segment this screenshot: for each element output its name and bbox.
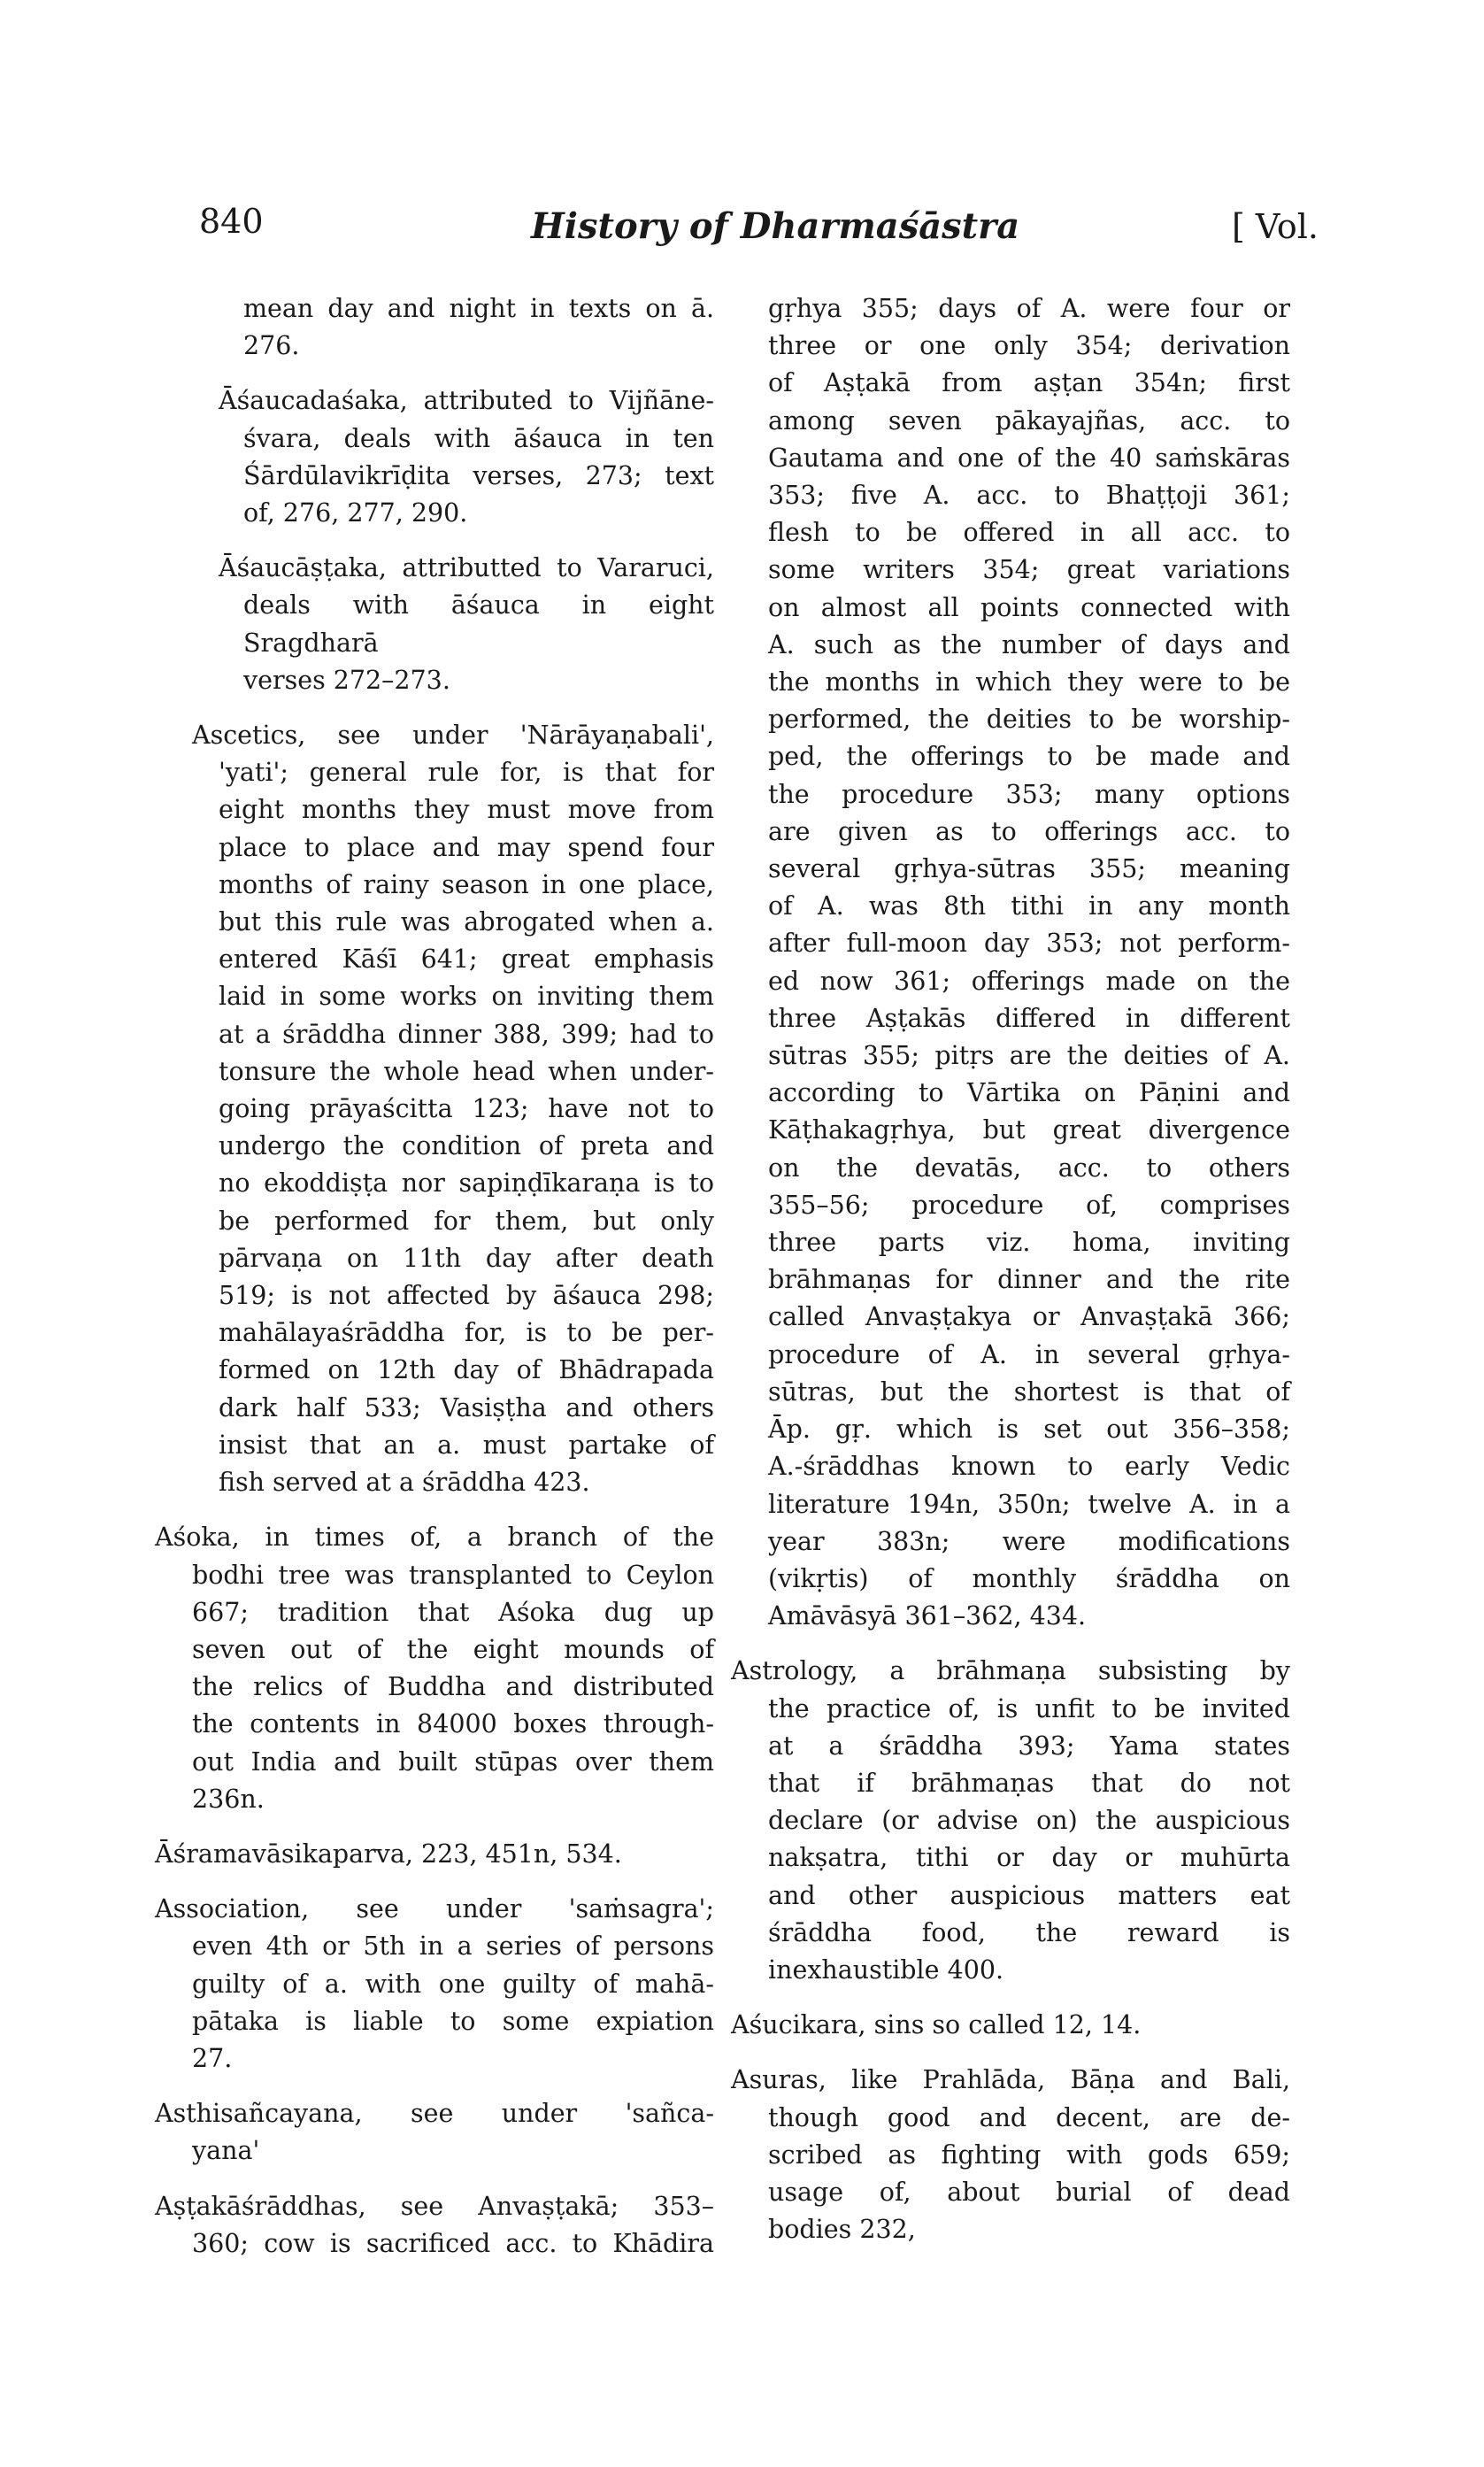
- entry-line: Amāvāsyā 361–362, 434.: [768, 1601, 1087, 1631]
- running-title: History of Dharmaśāstra: [531, 205, 1020, 247]
- entry-line: among seven pākayajñas, acc. to: [768, 405, 1290, 436]
- entry-line: literature 194n, 350n; twelve A. in a: [768, 1489, 1290, 1519]
- entry-line: gṛhya 355; days of A. were four or: [768, 294, 1290, 323]
- entry-line: out India and built stūpas over them: [192, 1746, 714, 1777]
- entry-line: formed on 12th day of Bhādrapada: [219, 1355, 714, 1385]
- entry-line: that if brāhmaṇas that do not: [768, 1768, 1290, 1798]
- entry-line: 'yati'; general rule for, is that for: [219, 758, 714, 788]
- entry-line: 667; tradition that Aśoka dug up: [192, 1597, 714, 1627]
- entry-line: the relics of Buddha and distributed: [192, 1672, 714, 1702]
- entry-line: Kāṭhakagṛhya, but great divergence: [768, 1115, 1290, 1145]
- entry-line: mean day and night in texts on ā.: [243, 294, 714, 323]
- right-column: [731, 290, 1290, 2266]
- entry-line: Āśaucadaśaka, attributed to Vijñāne-: [219, 386, 714, 416]
- entry-line: dark half 533; Vasiṣṭha and others: [219, 1392, 714, 1422]
- entry-line: after full-moon day 353; not perform-: [768, 929, 1290, 959]
- index-entry: [155, 1519, 714, 1818]
- entry-line: ped, the offerings to be made and: [768, 742, 1290, 772]
- entry-line: Ascetics, see under 'Nārāyaṇabali',: [192, 721, 714, 751]
- entry-line: called Anvaṣṭakya or Anvaṣṭakā 366;: [768, 1302, 1290, 1332]
- index-entry: [155, 2188, 714, 2263]
- entry-line: Āśramavāsikaparva, 223, 451n, 534.: [155, 1839, 622, 1869]
- entry-line: inexhaustible 400.: [768, 1954, 1004, 1985]
- entry-line: are given as to offerings acc. to: [768, 816, 1290, 846]
- entry-line: performed, the deities to be worship-: [768, 705, 1290, 735]
- entry-line: sūtras 355; pitṛs are the deities of A.: [768, 1041, 1290, 1071]
- entry-line: deals with āśauca in eight Sragdharā: [243, 590, 714, 658]
- entry-line: eight months they must move from: [219, 795, 714, 825]
- page-number: 840: [199, 202, 264, 241]
- entry-line: 519; is not affected by āśauca 298;: [219, 1281, 714, 1311]
- entry-line: usage of, about burial of dead: [768, 2177, 1290, 2207]
- entry-line: the practice of, is unfit to be invited: [768, 1693, 1290, 1723]
- entry-line: year 383n; were modifications: [768, 1526, 1290, 1556]
- entry-line: (vikṛtis) of monthly śrāddha on: [768, 1563, 1290, 1593]
- entry-line: on the devatās, acc. to others: [768, 1153, 1290, 1183]
- entry-line: according to Vārtika on Pāṇini and: [768, 1078, 1290, 1108]
- index-entry: [155, 550, 714, 699]
- index-entry: [155, 290, 714, 365]
- entry-line: seven out of the eight mounds of: [192, 1634, 714, 1664]
- index-entry: [731, 290, 1290, 1635]
- entry-line: but this rule was abrogated when a.: [219, 907, 714, 937]
- index-entry: [731, 2062, 1290, 2248]
- entry-line: some writers 354; great variations: [768, 555, 1290, 585]
- entry-line: and other auspicious matters eat: [768, 1880, 1290, 1910]
- entry-line: verses 272–273.: [243, 665, 450, 695]
- entry-line: pātaka is liable to some expiation: [192, 2006, 714, 2036]
- entry-line: three Aṣṭakās differed in different: [768, 1003, 1290, 1033]
- entry-line: of A. was 8th tithi in any month: [768, 891, 1290, 921]
- entry-line: Śārdūlavikrīḍita verses, 273; text: [243, 460, 714, 490]
- entry-line: 236n.: [192, 1784, 265, 1814]
- entry-line: the procedure 353; many options: [768, 779, 1290, 809]
- entry-line: śrāddha food, the reward is: [768, 1917, 1290, 1947]
- entry-line: even 4th or 5th in a series of persons: [192, 1931, 714, 1962]
- entry-line: entered Kāśī 641; great emphasis: [219, 944, 714, 975]
- entry-line: 27.: [192, 2043, 233, 2073]
- entry-line: be performed for them, but only: [219, 1206, 714, 1236]
- index-entry: [731, 1653, 1290, 1989]
- entry-line: the contents in 84000 boxes through-: [192, 1709, 714, 1739]
- entry-line: 353; five A. acc. to Bhaṭṭoji 361;: [768, 481, 1290, 511]
- entry-line: mahālayaśrāddha for, is to be per-: [219, 1318, 714, 1348]
- entry-line: undergo the condition of preta and: [219, 1131, 714, 1161]
- entry-line: Āśaucāṣṭaka, attributted to Vararuci,: [219, 553, 714, 583]
- entry-line: place to place and may spend four: [219, 832, 714, 862]
- entry-line: though good and decent, are de-: [768, 2102, 1290, 2132]
- index-entry: [155, 382, 714, 532]
- entry-line: insist that an a. must partake of: [219, 1430, 714, 1460]
- entry-line: 355–56; procedure of, comprises: [768, 1190, 1290, 1220]
- left-column: [155, 290, 714, 2280]
- entry-line: bodhi tree was transplanted to Ceylon: [192, 1560, 714, 1590]
- entry-line: three or one only 354; derivation: [768, 331, 1290, 361]
- entry-line: bodies 232,: [768, 2215, 916, 2245]
- entry-line: of Aṣṭakā from aṣṭan 354n; first: [768, 368, 1290, 398]
- index-entry: [155, 1891, 714, 2078]
- entry-line: no ekoddiṣṭa nor sapiṇḍīkaraṇa is to: [219, 1168, 714, 1199]
- entry-line: 276.: [243, 331, 300, 361]
- entry-line: flesh to be offered in all acc. to: [768, 518, 1290, 548]
- entry-line: Āp. gṛ. which is set out 356–358;: [768, 1415, 1290, 1445]
- entry-line: Aśucikara, sins so called 12, 14.: [731, 2010, 1142, 2040]
- entry-line: śvara, deals with āśauca in ten: [243, 423, 714, 453]
- entry-line: Aṣṭakāśrāddhas, see Anvaṣṭakā; 353–: [155, 2191, 714, 2221]
- volume-label: [ Vol.: [1232, 207, 1319, 246]
- entry-line: 360; cow is sacrificed acc. to Khādira: [192, 2228, 714, 2258]
- index-entry: [155, 2095, 714, 2170]
- entry-line: the months in which they were to be: [768, 667, 1290, 698]
- entry-line: fish served at a śrāddha 423.: [219, 1468, 590, 1498]
- entry-line: declare (or advise on) the auspicious: [768, 1806, 1290, 1836]
- entry-line: several gṛhya-sūtras 355; meaning: [768, 854, 1290, 884]
- entry-line: yana': [192, 2136, 260, 2166]
- entry-line: on almost all points connected with: [768, 592, 1290, 622]
- entry-line: at a śrāddha dinner 388, 399; had to: [219, 1019, 714, 1049]
- entry-line: Gautama and one of the 40 saṁskāras: [768, 443, 1290, 473]
- entry-line: A. such as the number of days and: [768, 629, 1290, 659]
- entry-line: A.-śrāddhas known to early Vedic: [768, 1452, 1290, 1482]
- entry-line: of, 276, 277, 290.: [243, 498, 468, 528]
- entry-line: three parts viz. homa, inviting: [768, 1228, 1290, 1258]
- entry-line: Asuras, like Prahlāda, Bāṇa and Bali,: [731, 2065, 1290, 2095]
- entry-line: Astrology, a brāhmaṇa subsisting by: [731, 1656, 1290, 1686]
- entry-line: guilty of a. with one guilty of mahā-: [192, 1969, 714, 1999]
- entry-line: laid in some works on inviting them: [219, 982, 714, 1012]
- index-entry: [155, 717, 714, 1501]
- entry-line: months of rainy season in one place,: [219, 869, 714, 899]
- entry-line: Asthisañcayana, see under 'sañca-: [155, 2099, 714, 2129]
- entry-line: tonsure the whole head when under-: [219, 1056, 714, 1086]
- entry-line: procedure of A. in several gṛhya-: [768, 1339, 1290, 1369]
- entry-line: ed now 361; offerings made on the: [768, 966, 1290, 996]
- index-entry: [155, 1836, 714, 1873]
- entry-line: Association, see under 'saṁsagra';: [155, 1894, 714, 1924]
- entry-line: going prāyaścitta 123; have not to: [219, 1094, 714, 1124]
- entry-line: at a śrāddha 393; Yama states: [768, 1731, 1290, 1761]
- entry-line: pārvaṇa on 11th day after death: [219, 1243, 714, 1273]
- page-header: [199, 202, 1319, 264]
- index-entry: [731, 2007, 1290, 2044]
- entry-line: Aśoka, in times of, a branch of the: [155, 1523, 714, 1553]
- entry-line: scribed as fighting with gods 659;: [768, 2139, 1290, 2170]
- entry-line: nakṣatra, tithi or day or muhūrta: [768, 1843, 1290, 1873]
- entry-line: sūtras, but the shortest is that of: [768, 1376, 1290, 1407]
- entry-line: brāhmaṇas for dinner and the rite: [768, 1265, 1290, 1295]
